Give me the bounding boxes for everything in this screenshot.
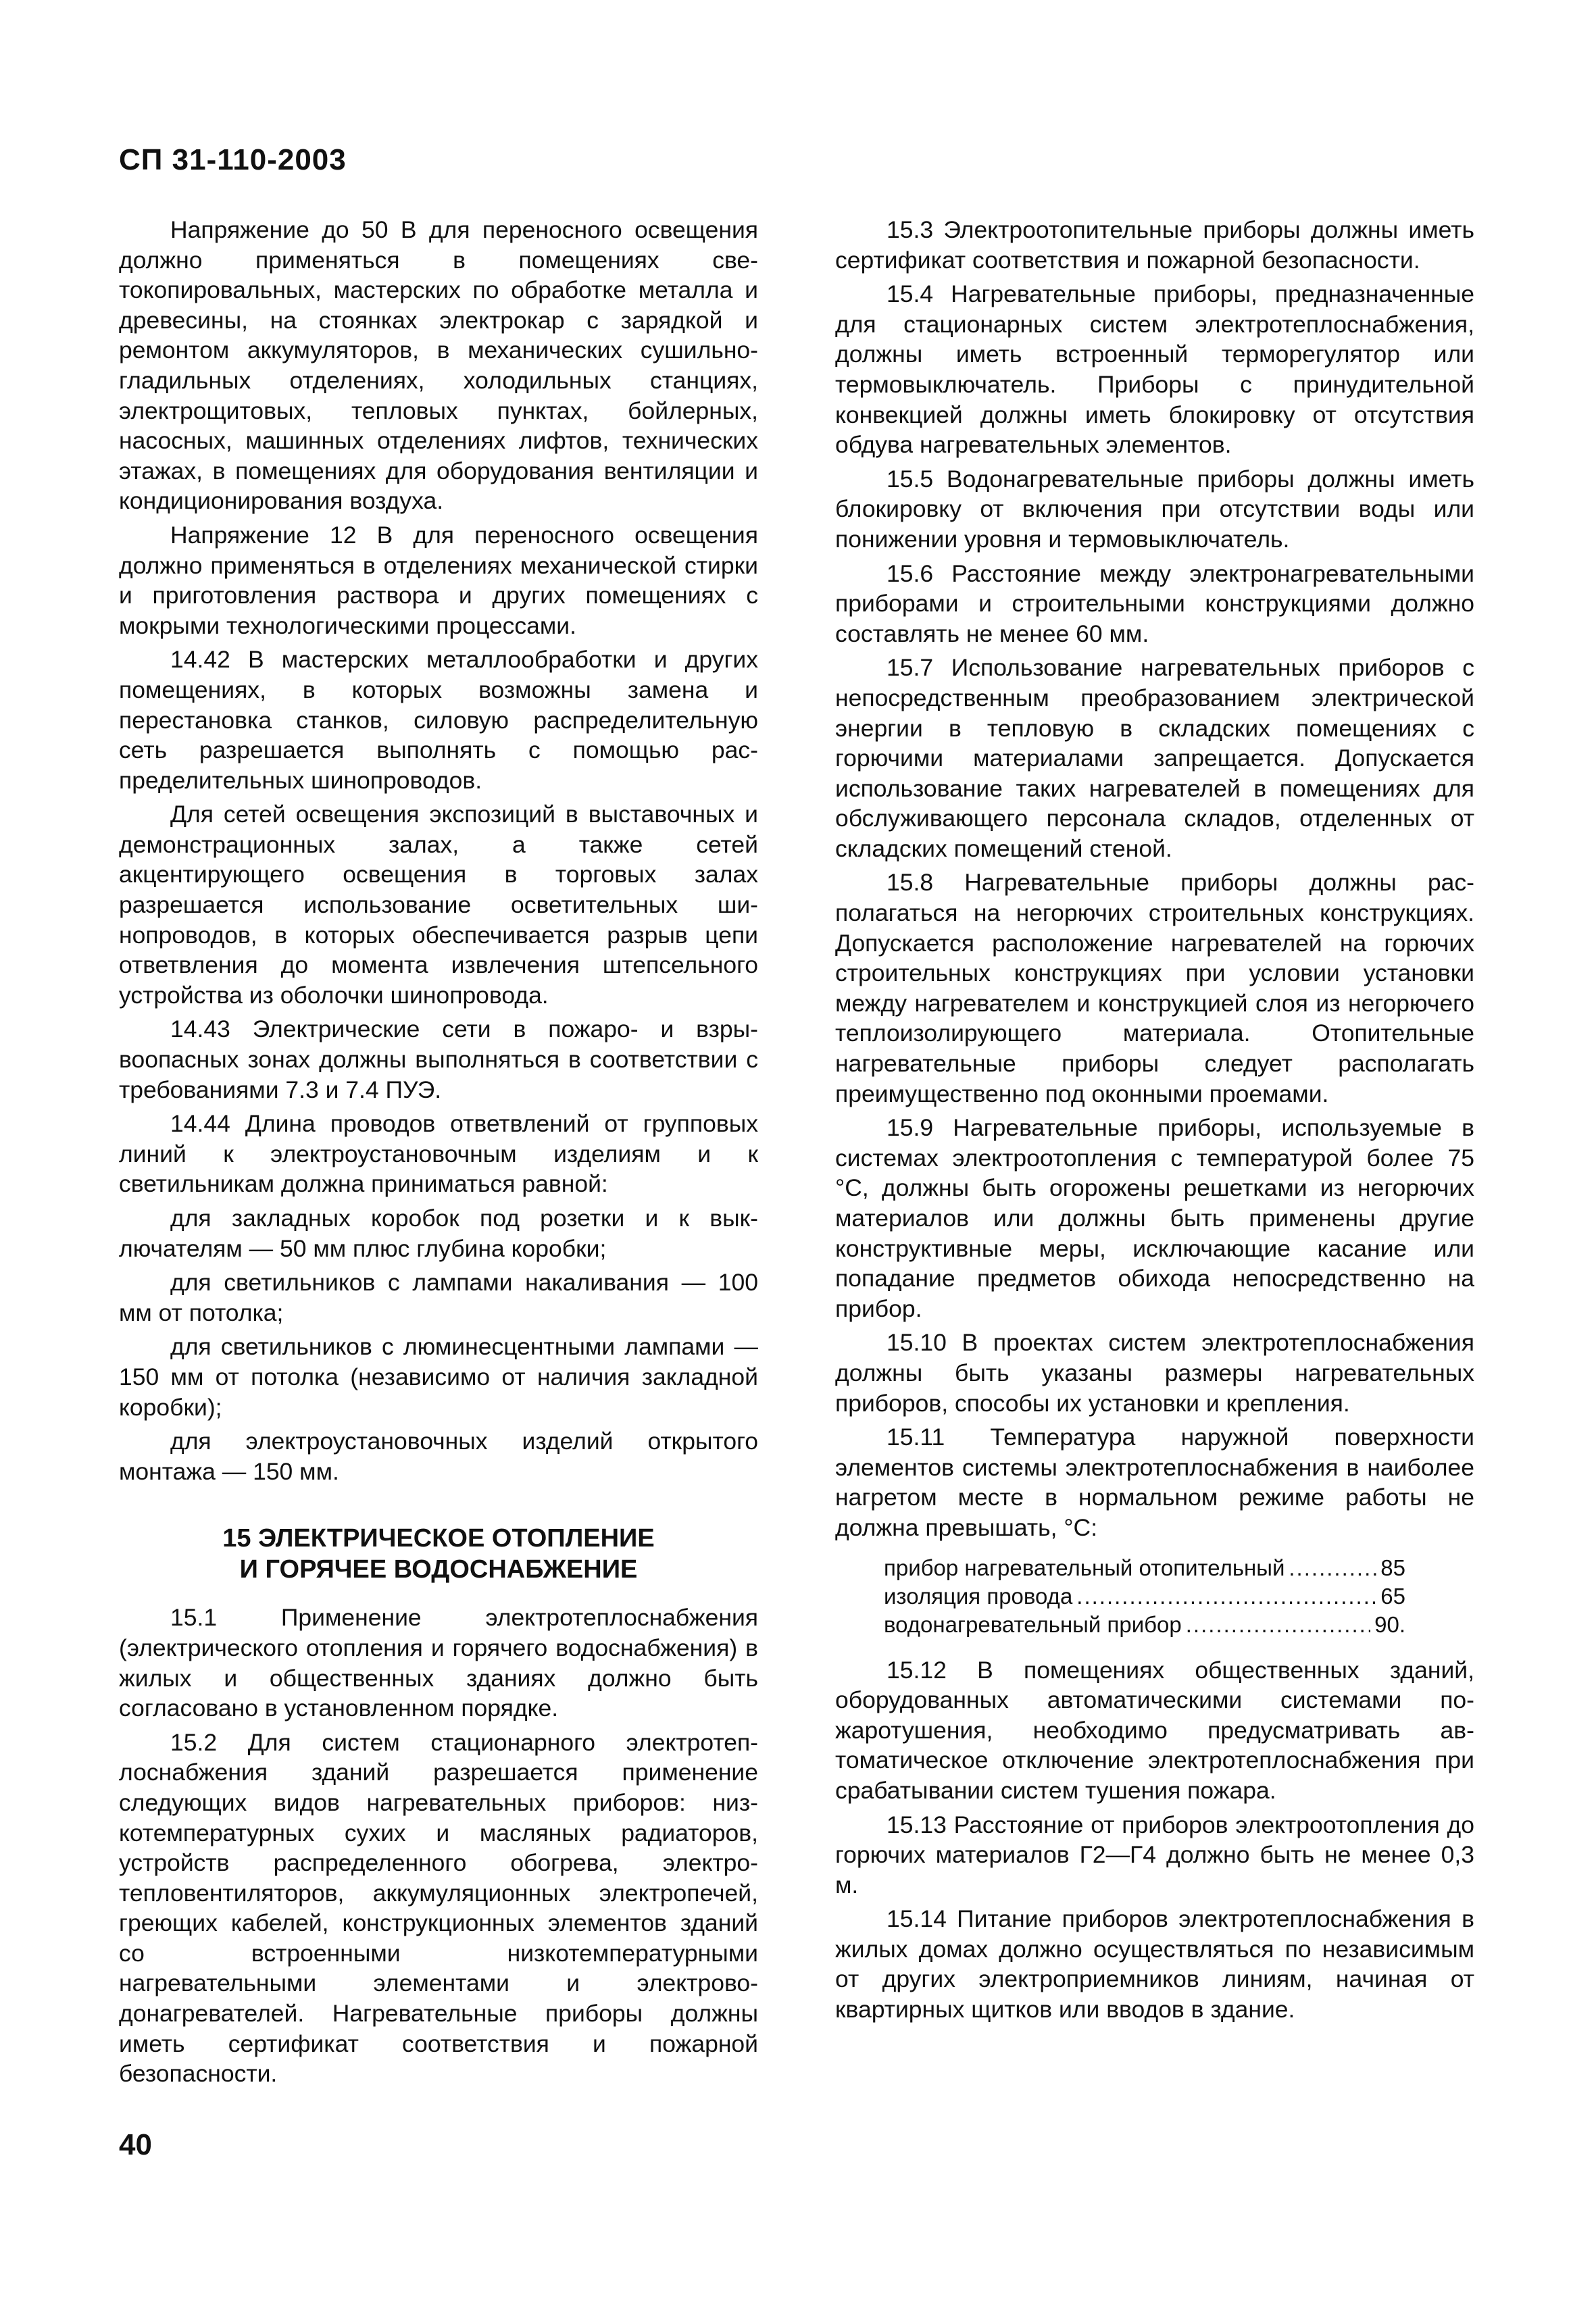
paragraph: 15.10 В проектах систем электротеплоснабжения должны быть указаны размеры нагревательных приборов, способы их установки и крепления. [835, 1329, 1474, 1417]
paragraph: 14.42 В мастерских металлообработки и других помещениях, в которых возможны замена и перестановка станков, силовую распределительную сеть разрешается выполнять с помощью распределительных шинопроводов. [119, 646, 758, 794]
temperature-row [884, 1554, 1405, 1582]
paragraph: 15.11 Температура наружной поверхности элементов системы электротеплоснабжения в наиболее нагретом месте в нормальном режиме работы не должна превышать, °С: [835, 1424, 1474, 1541]
temperature-row [884, 1582, 1405, 1611]
paragraph: Напряжение 12 В для переносного освещения должно применяться в отделениях механической стирки и приготовления раствора и других помещениях с мокрыми технологическими процессами. [119, 521, 758, 639]
paragraph: 14.43 Электрические сети в пожаро- и взрывоопасных зонах должны выполняться в соответствии с требованиями 7.3 и 7.4 ПУЭ. [119, 1015, 758, 1103]
paragraph: 15.8 Нагревательные приборы должны располагаться на негорючих строительных конструкциях. Допускается расположение нагревателей на горючих строительных конструкциях при условии установки между нагревателем и конструкцией слоя из негорючего теплоизолирующего материала. Отопительные нагревательные приборы следует располагать преимущественно под оконными проемами. [835, 869, 1474, 1107]
temperature-label: прибор нагревательный отопительный [884, 1555, 1285, 1580]
section-heading-line: 15 ЭЛЕКТРИЧЕСКОЕ ОТОПЛЕНИЕ [222, 1524, 655, 1553]
paragraph: 15.7 Использование нагревательных приборов с непосредственным преобразованием электрической энергии в тепловую в складских помещениях с горючими материалами запрещается. Допускается использование таких нагревателей в помещениях для обслуживающего персонала складов, отделенных от складских помещений стеной. [835, 654, 1474, 862]
paragraph: 15.12 В помещениях общественных зданий, оборудованных автоматическими системами пожаротушения, необходимо предусматривать автоматическое отключение электротеплоснабжения при срабатывании систем тушения пожара. [835, 1656, 1474, 1804]
paragraph: Для сетей освещения экспозиций в выставочных и демонстрационных залах, а также сетей акцентирующего освещения в торговых залах разрешается использование осветительных шинопроводов, в которых обеспечивается разрыв цепи ответвления до момента извлечения штепсельного устройства из оболочки шинопровода. [119, 801, 758, 1009]
temperature-value: 65 [1380, 1583, 1405, 1609]
page-number: 40 [119, 2128, 152, 2161]
paragraph: 15.5 Водонагревательные приборы должны иметь блокировку от включения при отсутствии воды или понижении уровня и термовыключатель. [835, 465, 1474, 553]
paragraph: 15.2 Для систем стационарного электротеплоснабжения зданий разрешается применение следующих видов нагревательных приборов: низкотемпературных сухих и масляных радиаторов, устройств распределенного обогрева, электротепловентиляторов, аккумуляционных электропечей, греющих кабелей, конструкционных элементов зданий со встроенными низкотемпературными нагревательными элементами и электроводонагревателей. Нагревательные приборы должны иметь сертификат соответствия и пожарной безопасности. [119, 1728, 758, 2088]
paragraph: для закладных коробок под розетки и к выключателям — 50 мм плюс глубина коробки; [119, 1205, 758, 1262]
paragraph: Напряжение до 50 В для переносного освещения должно применяться в помещениях светокопировальных, мастерских по обработке металла и древесины, на стоянках электрокар с зарядкой и ремонтом аккумуляторов, в механических сушильно-гладильных отделениях, холодильных станциях, электрощитовых, тепловых пунктах, бойлерных, насосных, машинных отделениях лифтов, технических этажах, в помещениях для оборудования вентиляции и кондиционирования воздуха. [119, 216, 758, 515]
temperature-label: изоляция провода [884, 1583, 1073, 1609]
paragraph: для электроустановочных изделий открытого монтажа — 150 мм. [119, 1428, 758, 1485]
paragraph: 15.1 Применение электротеплоснабжения (электрического отопления и горячего водоснабжения) в жилых и общественных зданиях должно быть согласовано в установленном порядке. [119, 1604, 758, 1722]
section-heading [119, 1523, 758, 1585]
paragraph: для светильников с лампами накаливания — 100 мм от потолка; [119, 1269, 758, 1326]
temperature-label: водонагревательный прибор [884, 1611, 1182, 1637]
paragraph: 15.14 Питание приборов электротеплоснабжения в жилых домах должно осуществляться по независимым от других электроприемников линиям, начиная от квартирных щитков или вводов в здание. [835, 1905, 1474, 2023]
paragraph: 15.6 Расстояние между электронагревательными приборами и строительными конструкциями должно составлять не менее 60 мм. [835, 559, 1474, 647]
section-heading-line: И ГОРЯЧЕЕ ВОДОСНАБЖЕНИЕ [239, 1555, 638, 1584]
paragraph: для светильников с люминесцентными лампами — 150 мм от потолка (независимо от наличия закладной коробки); [119, 1333, 758, 1421]
dot-leader [1186, 1611, 1370, 1639]
temperature-value: 85 [1380, 1555, 1405, 1580]
dot-leader [1289, 1554, 1376, 1582]
temperature-value: 90. [1374, 1611, 1405, 1637]
paragraph: 14.44 Длина проводов ответвлений от групповых линий к электроустановочным изделиям и к светильникам должна приниматься равной: [119, 1110, 758, 1198]
paragraph: 15.4 Нагревательные приборы, предназначенные для стационарных систем электротеплоснабжения, должны иметь встроенный терморегулятор или термовыключатель. Приборы с принудительной конвекцией должны иметь блокировку от отсутствия обдува нагревательных элементов. [835, 280, 1474, 459]
left-text-column [119, 215, 758, 2093]
temperature-list [884, 1554, 1405, 1639]
dot-leader [1076, 1582, 1376, 1611]
paragraph: 15.13 Расстояние от приборов электроотопления до горючих материалов Г2—Г4 должно быть не менее 0,3 м. [835, 1811, 1474, 1898]
paragraph: 15.3 Электроотопительные приборы должны иметь сертификат соответствия и пожарной безопасности. [835, 216, 1474, 274]
document-code-header: СП 31-110-2003 [119, 143, 347, 176]
right-text-column [835, 215, 1474, 2029]
paragraph: 15.9 Нагревательные приборы, используемые в системах электроотопления с температурой более 75 °С, должны быть огорожены решетками из негорючих материалов или должны быть применены другие конструктивные меры, исключающие касание или попадание предметов обихода непосредственно на прибор. [835, 1114, 1474, 1322]
temperature-row [884, 1611, 1405, 1639]
